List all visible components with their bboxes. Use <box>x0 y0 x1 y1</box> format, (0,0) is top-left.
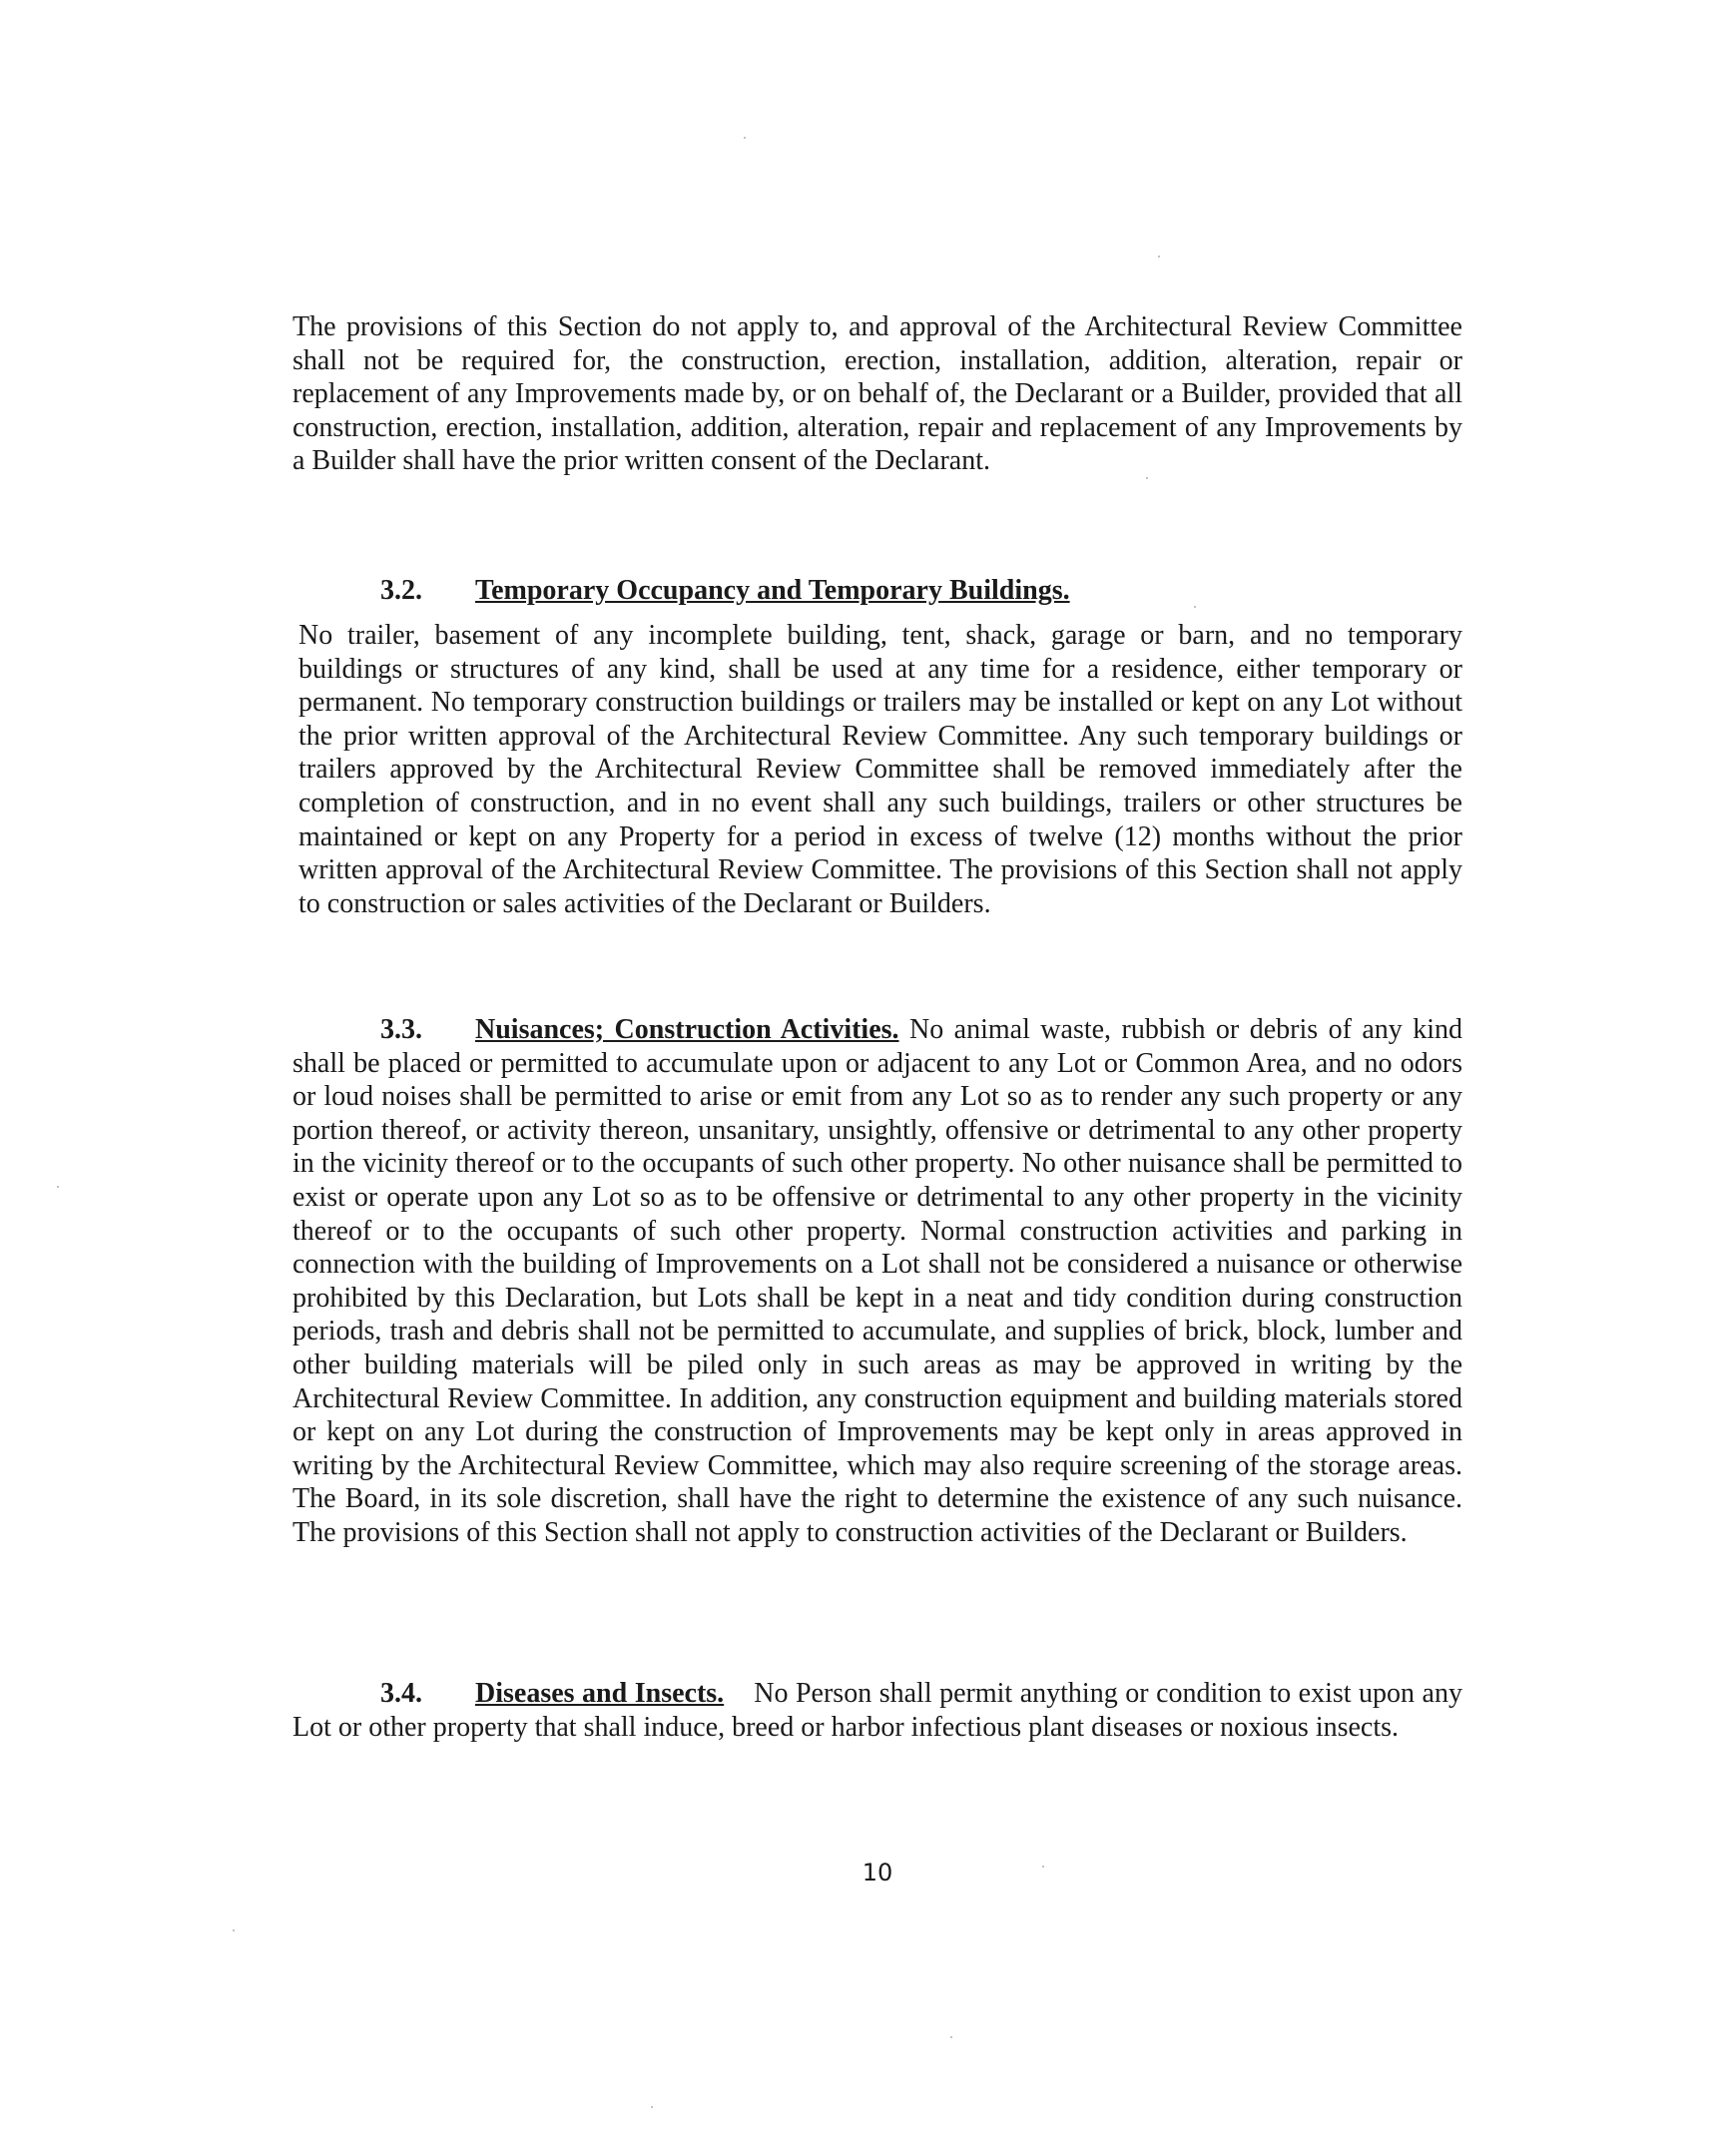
scan-speck <box>1194 606 1196 608</box>
section-body: No animal waste, rubbish or debris of any kind shall be placed or permitted to accumulate upon or adjacent to any Lot or Common Area, and no odors or loud noises shall be permitted to arise or emit from any Lot so as to render any such property or any portion thereof, or activity thereon, unsanitary, unsightly, offensive or detrimental to any other property in the vicinity thereof or to the occupants of such other property. No other nuisance shall be permitted to exist or operate upon any Lot so as to be offensive or detrimental to any other property in the vicinity thereof or to the occupants of such other property. Normal construction activities and parking in connection with the building of Improvements on a Lot shall not be considered a nuisance or otherwise prohibited by this Declaration, but Lots shall be kept in a neat and tidy condition during construction periods, trash and debris shall not be permitted to accumulate, and supplies of brick, block, lumber and other building materials will be piled only in such areas as may be approved in writing by the Architectural Review Committee. In addition, any construction equipment and building materials stored or kept on any Lot during the construction of Improvements may be kept only in areas approved in writing by the Architectural Review Committee, which may also require screening of the storage areas. The Board, in its sole discretion, shall have the right to determine the existence of any such nuisance. The provisions of this Section shall not apply to construction activities of the Declarant or Builders. <box>292 1014 1462 1548</box>
section-3-2-heading <box>380 574 1070 608</box>
section-title: Temporary Occupancy and Temporary Buildings. <box>475 575 1070 606</box>
section-3-4-paragraph <box>292 1677 1469 1744</box>
page-number: 10 <box>862 1859 893 1886</box>
section-number: 3.4. <box>380 1678 422 1709</box>
scan-speck <box>651 2106 653 2108</box>
section-body: No Person shall permit anything or condition to exist upon any Lot or other property that shall induce, breed or harbor infectious plant diseases or noxious insects. <box>292 1678 1469 1743</box>
scan-speck <box>57 1186 59 1188</box>
scan-speck <box>950 2036 952 2038</box>
section-title: Nuisances; Construction Activities. <box>475 1014 899 1045</box>
scan-speck <box>1146 477 1148 479</box>
section-3-2-body: No trailer, basement of any incomplete building, tent, shack, garage or barn, and no temporary buildings or structures of any kind, shall be used at any time for a residence, either temporary or permanent. No temporary construction buildings or trailers may be installed or kept on any Lot without the prior written approval of the Architectural Review Committee. Any such temporary buildings or trailers approved by the Architectural Review Committee shall be removed immediately after the completion of construction, and in no event shall any such buildings, trailers or other structures be maintained or kept on any Property for a period in excess of twelve (12) months without the prior written approval of the Architectural Review Committee. The provisions of this Section shall not apply to construction or sales activities of the Declarant or Builders. <box>298 620 1462 919</box>
section-3-3-paragraph <box>292 1013 1462 1550</box>
scan-speck <box>1042 1866 1044 1868</box>
section-number: 3.3. <box>380 1014 422 1045</box>
intro-paragraph: The provisions of this Section do not apply to, and approval of the Architectural Review Committee shall not be required for, the construction, erection, installation, addition, alteration, repair or replacement of any Improvements made by, or on behalf of, the Declarant or a Builder, provided that all construction, erection, installation, addition, alteration, repair and replacement of any Improvements by a Builder shall have the prior written consent of the Declarant. <box>292 311 1462 477</box>
scan-speck <box>1158 256 1160 258</box>
scan-speck <box>233 1929 235 1931</box>
section-title: Diseases and Insects. <box>475 1678 725 1709</box>
scan-speck <box>744 137 746 139</box>
section-number: 3.2. <box>380 575 422 606</box>
